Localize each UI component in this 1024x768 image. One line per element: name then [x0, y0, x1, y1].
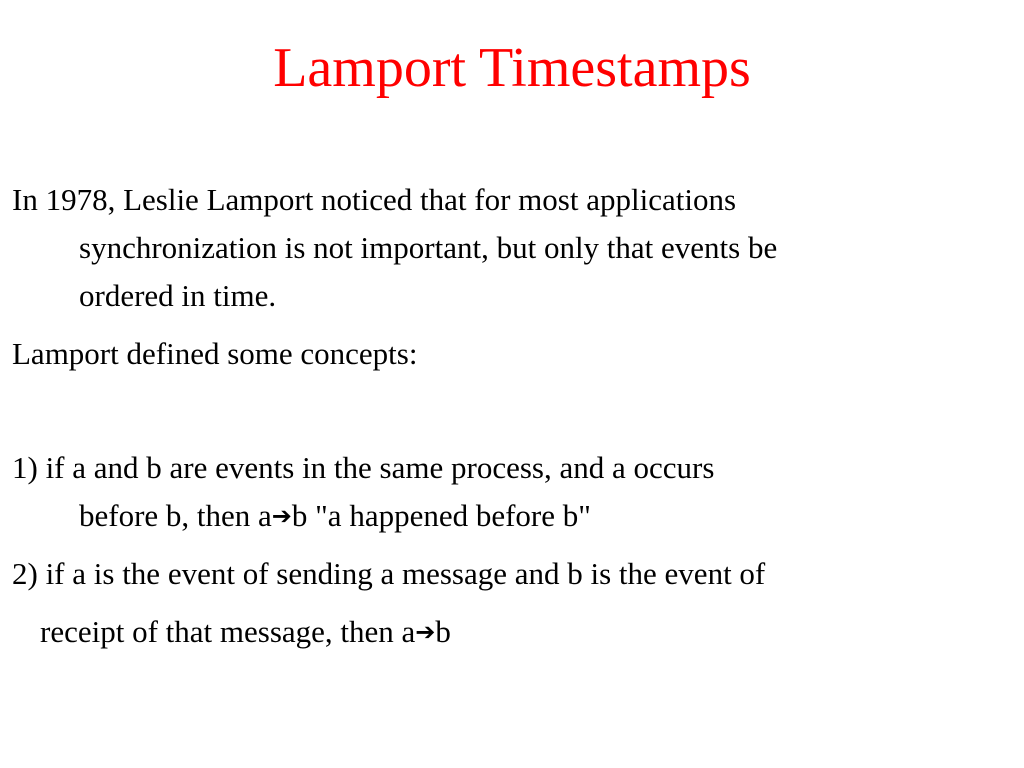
paragraph-rule-2: [12, 550, 1002, 658]
text-line: [12, 608, 1002, 658]
paragraph-lamport-1978: [12, 176, 1002, 320]
paragraph-rule-1: [12, 444, 1002, 542]
paragraph-concepts-intro: [12, 330, 1002, 378]
text-line: ordered in time.: [79, 278, 277, 313]
text-line: 2) if a is the event of sending a message and b is the event of: [12, 556, 766, 591]
text-line: [12, 492, 1002, 542]
text-segment: b "a happened before b": [291, 498, 591, 533]
slide-title: Lamport Timestamps: [273, 37, 751, 99]
text-segment: before b, then a: [79, 498, 272, 533]
text-line: 1) if a and b are events in the same process, and a occurs: [12, 450, 715, 485]
text-segment: receipt of that message, then a: [40, 614, 416, 649]
arrow-icon: ➔: [415, 618, 436, 646]
text-line: synchronization is not important, but only that events be: [79, 230, 778, 265]
text-line: In 1978, Leslie Lamport noticed that for most applications: [12, 182, 737, 217]
text-line: Lamport defined some concepts:: [12, 336, 418, 371]
text-segment: b: [435, 614, 451, 649]
arrow-icon: ➔: [271, 502, 292, 530]
